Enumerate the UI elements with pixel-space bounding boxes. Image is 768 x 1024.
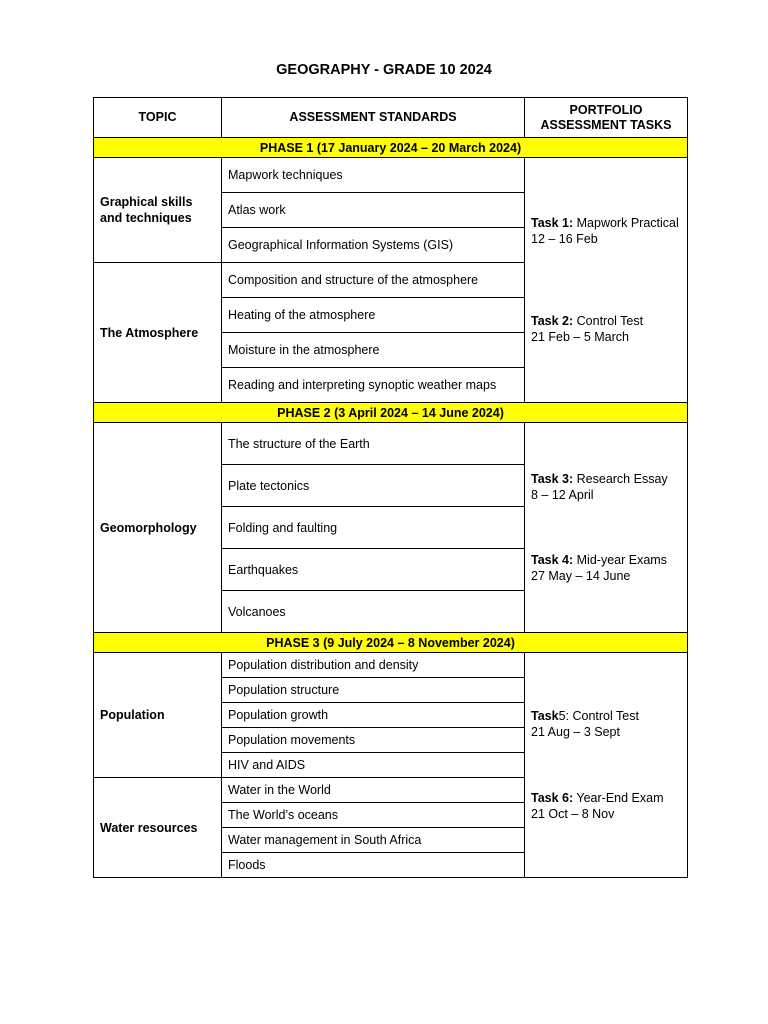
phase-row <box>94 138 688 158</box>
task-dates: 21 Feb – 5 March <box>531 330 629 344</box>
standard-cell: The structure of the Earth <box>222 423 525 465</box>
phase-row <box>94 403 688 423</box>
phase-label: PHASE 1 (17 January 2024 – 20 March 2024) <box>94 138 688 158</box>
standard-cell: Volcanoes <box>222 591 525 633</box>
table-row <box>94 423 688 465</box>
task-dates: 8 – 12 April <box>531 488 594 502</box>
task-name: Control Test <box>576 314 644 328</box>
phase-label: PHASE 3 (9 July 2024 – 8 November 2024) <box>94 633 688 653</box>
task-name: Mid-year Exams <box>576 553 667 567</box>
standard-cell: Heating of the atmosphere <box>222 298 525 333</box>
header-tasks: PORTFOLIO ASSESSMENT TASKS <box>525 98 688 138</box>
header-row <box>94 98 688 138</box>
standard-cell: Population movements <box>222 728 525 753</box>
standard-cell: Mapwork techniques <box>222 158 525 193</box>
page-title: GEOGRAPHY - GRADE 10 2024 <box>276 62 492 78</box>
table-row <box>94 158 688 193</box>
standard-cell: Population growth <box>222 703 525 728</box>
task-label: Task 1: <box>531 216 574 230</box>
table-row <box>94 653 688 678</box>
task-dates: 27 May – 14 June <box>531 569 631 583</box>
task-label: Task 6: <box>531 791 574 805</box>
standard-cell: Water management in South Africa <box>222 828 525 853</box>
header-topic: TOPIC <box>94 98 222 138</box>
task-label: Task 3: <box>531 472 574 486</box>
task-item <box>531 708 681 740</box>
standard-cell: Plate tectonics <box>222 465 525 507</box>
standard-cell: Population distribution and density <box>222 653 525 678</box>
tasks-cell <box>525 653 688 878</box>
task-name: Research Essay <box>576 472 668 486</box>
standard-cell: Population structure <box>222 678 525 703</box>
task-item <box>531 790 681 822</box>
standard-cell: Atlas work <box>222 193 525 228</box>
standard-cell: Moisture in the atmosphere <box>222 333 525 368</box>
tasks-cell <box>525 423 688 633</box>
phase-row <box>94 633 688 653</box>
topic-cell: Graphical skills and techniques <box>94 158 222 263</box>
standard-cell: Reading and interpreting synoptic weather maps <box>222 368 525 403</box>
standard-cell: Earthquakes <box>222 549 525 591</box>
standard-cell: The World’s oceans <box>222 803 525 828</box>
task-item <box>531 552 681 584</box>
topic-cell: Geomorphology <box>94 423 222 633</box>
topic-cell: The Atmosphere <box>94 263 222 403</box>
header-standards: ASSESSMENT STANDARDS <box>222 98 525 138</box>
task-name: Mapwork Practical <box>576 216 679 230</box>
task-name: Year-End Exam <box>576 791 664 805</box>
standard-cell: Geographical Information Systems (GIS) <box>222 228 525 263</box>
task-item <box>531 215 681 247</box>
standard-cell: Composition and structure of the atmosphere <box>222 263 525 298</box>
task-label: Task 2: <box>531 314 574 328</box>
task-label: Task 4: <box>531 553 574 567</box>
standard-cell: Folding and faulting <box>222 507 525 549</box>
task-name: : Control Test <box>565 709 639 723</box>
task-dates: 21 Aug – 3 Sept <box>531 725 620 739</box>
standard-cell: HIV and AIDS <box>222 753 525 778</box>
tasks-cell <box>525 158 688 403</box>
topic-cell: Water resources <box>94 778 222 878</box>
task-dates: 12 – 16 Feb <box>531 232 598 246</box>
phase-label: PHASE 2 (3 April 2024 – 14 June 2024) <box>94 403 688 423</box>
topic-cell: Population <box>94 653 222 778</box>
task-dates: 21 Oct – 8 Nov <box>531 807 615 821</box>
standard-cell: Floods <box>222 853 525 878</box>
task-item <box>531 471 681 503</box>
assessment-schedule-table <box>93 97 688 878</box>
task-number: 5 <box>558 709 566 723</box>
task-label: Task <box>531 709 559 723</box>
standard-cell: Water in the World <box>222 778 525 803</box>
task-item <box>531 313 681 345</box>
